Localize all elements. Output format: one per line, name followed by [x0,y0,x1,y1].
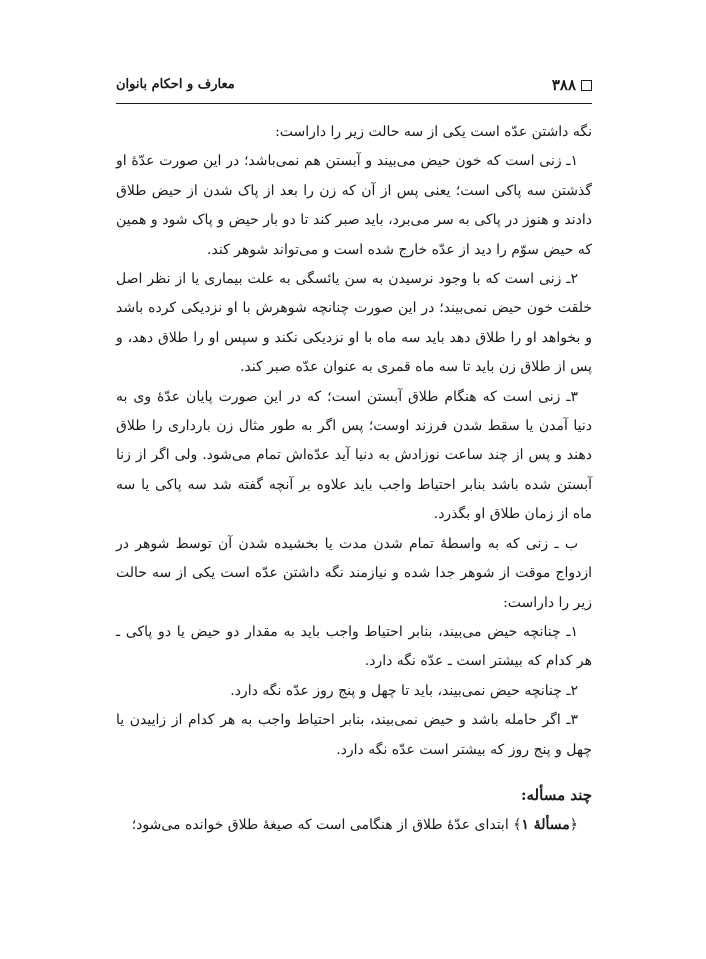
mas-ala-label: مسألهٔ ۱ [521,816,570,833]
paragraph-section-b: ب ـ زنی که به واسطهٔ تمام شدن مدت یا بخشیده شدن آن توسط شوهر در ازدواج موقت از شوهر جدا شده و نیازمند نگه داشتن عدّه است یکی از سه حالت زیر را داراست: [116,535,592,611]
paragraph-case-1: ۱ـ زنی است که خون حیض می‌بیند و آبستن هم نمی‌باشد؛ در این صورت عدّهٔ او گذشتن سه پاکی است؛ یعنی پس از آن که زن را بعد از پاک شدن از حیض طلاق دادند و هنوز در پاکی به سر می‌برد، باید صبر کند تا دو بار حیض و پاک شود و همین که حیض سوّم را دید از عدّه خارج شده است و می‌تواند شوهر کند. [116,153,592,258]
mas-ala-open-bracket: ﴿ [569,816,578,833]
paragraph-b-case-2: ۲ـ چنانچه حیض نمی‌بیند، باید تا چهل و پنج روز عدّه نگه دارد. [230,682,578,699]
paragraph-intro: نگه داشتن عدّه است یکی از سه حالت زیر را داراست: [275,124,592,140]
section-heading: چند مسأله: [520,785,592,804]
mas-ala-paragraph [116,811,592,840]
paragraph-b-case-3: ۳ـ اگر حامله باشد و حیض نمی‌بیند، بنابر احتیاط واجب به هر کدام از زاییدن یا چهل و پنج روز که بیشتر است عدّه نگه دارد. [116,712,592,758]
page-number-text: ۳۸۸ [551,76,576,94]
paragraph-case-2: ۲ـ زنی است که با وجود نرسیدن به سن یائسگی به علت بیماری یا از نظر اصل خلقت خون حیض نمی‌بیند؛ در این صورت چنانچه شوهرش با او نزدیکی کرده باشد و بخواهد او را طلاق دهد باید سه ماه با او نزدیکی نکند و سپس او را طلاق دهد، و پس از طلاق زن باید تا سه ماه قمری به عنوان عدّه صبر کند. [116,271,592,376]
paragraph-case-3: ۳ـ زنی است که هنگام طلاق آبستن است؛ که در این صورت پایان عدّهٔ وی به دنیا آمدن یا سقط شدن فرزند اوست؛ پس اگر به طور مثال زن بارداری را طلاق دهند و پس از چند ساعت نوزادش به دنیا آید عدّه‌اش تمام می‌شود. ولی اگر از زنا آبستن شده باشد بنابر احتیاط واجب باید علاوه بر آنچه گفته شد سه پاکی یا سه ماه از زمان طلاق او بگذرد. [116,388,592,523]
square-bullet-icon [581,80,592,91]
page-header [116,76,592,102]
mas-ala-close-bracket: ﴾ [513,816,522,833]
body-text [116,118,592,840]
header-divider [116,103,592,104]
mas-ala-text: ابتدای عدّهٔ طلاق از هنگامی است که صیغهٔ طلاق خوانده می‌شود؛ [131,816,509,833]
running-title: معارف و احکام بانوان [116,77,235,92]
page-number [552,76,592,94]
paragraph-b-case-1: ۱ـ چنانچه حیض می‌بیند، بنابر احتیاط واجب باید به مقدار دو حیض یا دو پاکی ـ هر کدام که بیشتر است ـ عدّه نگه دارد. [116,623,592,670]
